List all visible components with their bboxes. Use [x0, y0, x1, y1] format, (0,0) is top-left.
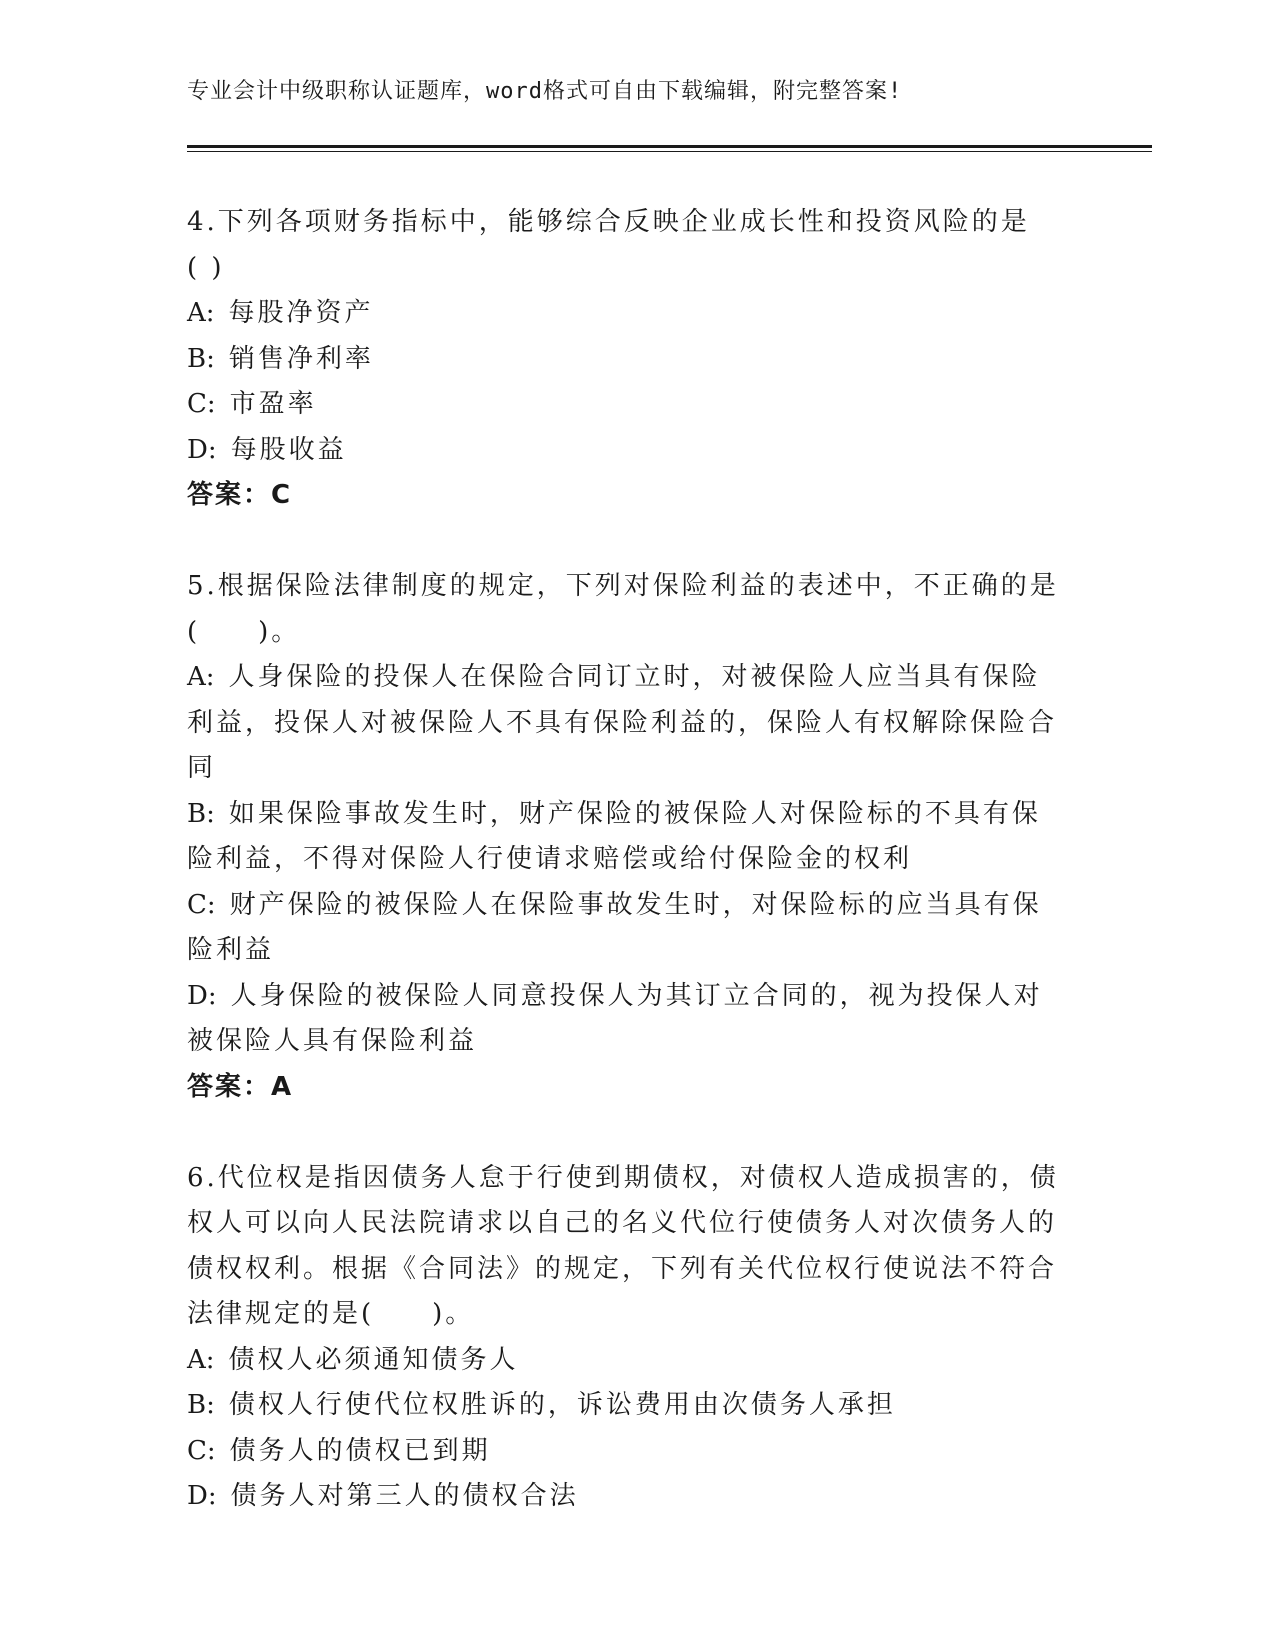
option-text: 销售净利率 [228, 343, 374, 374]
option-text: 债务人对第三人的债权合法 [230, 1481, 579, 1511]
option-text: 每股收益 [230, 434, 347, 465]
header-rule-thick [187, 145, 1152, 148]
option-b [187, 337, 1067, 383]
option-key: D: [187, 434, 217, 465]
option-text: 债权人必须通知债务人 [228, 1344, 519, 1375]
option-c [187, 382, 1067, 428]
question-6 [187, 1156, 1067, 1520]
question-stem: 6.代位权是指因债务人怠于行使到期债权，对债权人造成损害的，债权人可以向人民法院请求以自己的名义代位行使债务人对次债务人的债权权利。根据《合同法》的规定，下列有关代位权行使说法不符合法律规定的是( )。 [187, 1162, 1059, 1329]
option-d [187, 428, 1067, 474]
option-key: C: [187, 889, 216, 920]
option-a [187, 1338, 1067, 1384]
option-key: D: [187, 980, 217, 1011]
option-c [187, 883, 1067, 974]
option-key: D: [187, 1481, 217, 1511]
page-header: 专业会计中级职称认证题库，word格式可自由下载编辑，附完整答案! [187, 79, 903, 104]
option-key: C: [187, 389, 216, 419]
option-key: A: [187, 1344, 215, 1375]
option-d [187, 974, 1067, 1065]
question-stem: 5.根据保险法律制度的规定，下列对保险利益的表述中，不正确的是( )。 [187, 571, 1059, 647]
option-key: C: [187, 1435, 216, 1466]
option-key: A: [187, 662, 215, 692]
option-b [187, 1383, 1067, 1429]
option-key: B: [187, 343, 215, 374]
option-b [187, 792, 1067, 883]
option-c [187, 1429, 1067, 1475]
answer-line: 答案：C [187, 480, 293, 510]
question-stem: 4.下列各项财务指标中，能够综合反映企业成长性和投资风险的是( ) [187, 207, 1030, 283]
answer-line: 答案：A [187, 1071, 294, 1102]
question-4 [187, 200, 1067, 519]
option-text: 每股净资产 [228, 298, 374, 328]
option-text: 市盈率 [229, 389, 317, 419]
option-text: 财产保险的被保险人在保险事故发生时，对保险标的应当具有保险利益 [187, 889, 1042, 965]
option-a [187, 655, 1067, 792]
option-a [187, 291, 1067, 337]
option-key: A: [187, 298, 215, 328]
option-key: B: [187, 1390, 215, 1420]
option-text: 债权人行使代位权胜诉的，诉讼费用由次债务人承担 [228, 1390, 896, 1420]
option-text: 如果保险事故发生时，财产保险的被保险人对保险标的不具有保险利益，不得对保险人行使请求赔偿或给付保险金的权利 [187, 798, 1041, 874]
header-rule-thin [187, 151, 1152, 152]
option-text: 人身保险的投保人在保险合同订立时，对被保险人应当具有保险利益，投保人对被保险人不具有保险利益的，保险人有权解除保险合同 [187, 662, 1058, 783]
option-d [187, 1474, 1067, 1520]
question-list [187, 200, 1067, 1565]
question-5 [187, 564, 1067, 1110]
option-text: 人身保险的被保险人同意投保人为其订立合同的，视为投保人对被保险人具有保险利益 [187, 980, 1043, 1056]
option-key: B: [187, 798, 215, 829]
option-text: 债务人的债权已到期 [229, 1435, 491, 1466]
